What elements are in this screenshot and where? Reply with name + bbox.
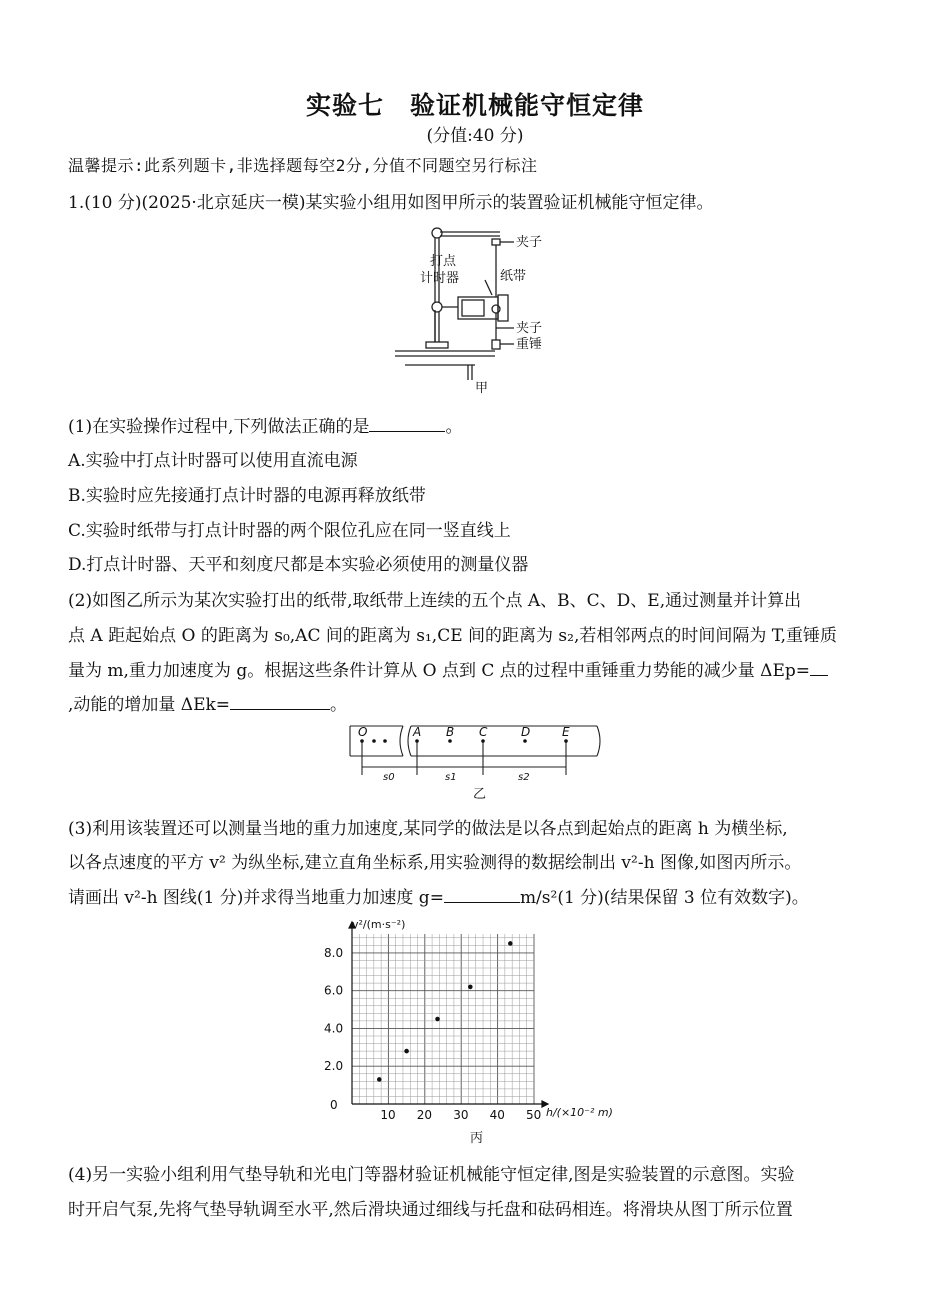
- figure-caption-yi: 乙: [473, 787, 487, 802]
- q1-4-line-1: (4)另一实验小组利用气垫导轨和光电门等器材验证机械能守恒定律,图是实验装置的示意图。实验: [68, 1165, 795, 1185]
- option-a: A.实验中打点计时器可以使用直流电源: [68, 451, 358, 471]
- point-d-label: D: [521, 725, 531, 739]
- q1-2-line-3: 量为 m,重力加速度为 g。根据这些条件计算从 O 点到 C 点的过程中重锤重力势能的减少量 ΔEp=: [68, 656, 828, 681]
- tip-text: 温馨提示:此系列题卡,非选择题每空2分,分值不同题空另行标注: [68, 156, 538, 175]
- dim-s1-label: s1: [445, 772, 457, 783]
- point-b-label: B: [446, 725, 455, 739]
- x-tick-label: 10: [380, 1108, 396, 1122]
- y-tick-label: 6.0: [324, 983, 344, 998]
- page-title: 实验七 验证机械能守恒定律: [305, 91, 644, 120]
- q1-3-line-3: 请画出 v²-h 图线(1 分)并求得当地重力加速度 g= m/s²(1 分)(结果保留 3 位有效数字)。: [68, 883, 809, 908]
- q1-2-line-1: (2)如图乙所示为某次实验打出的纸带,取纸带上连续的五个点 A、B、C、D、E,通过测量并计算出: [68, 591, 802, 611]
- data-point: [508, 941, 513, 946]
- dim-s0-label: s0: [383, 772, 395, 783]
- timer-label-2: 计时器: [420, 271, 460, 286]
- figure-caption-jia: 甲: [475, 381, 489, 396]
- y-tick-label: 8.0: [324, 945, 344, 960]
- x-tick-label: 20: [416, 1108, 433, 1122]
- q1-3-line-1: (3)利用该装置还可以测量当地的重力加速度,某同学的做法是以各点到起始点的距离 h 为横坐标,: [68, 819, 788, 839]
- q1-4-line-2: 时开启气泵,先将气垫导轨调至水平,然后滑块通过细线与托盘和砝码相连。将滑块从图丁所示位置: [68, 1200, 793, 1220]
- tape-label: 纸带: [500, 269, 527, 284]
- g-answer-blank[interactable]: [444, 884, 520, 903]
- weight-label: 重锤: [516, 337, 543, 352]
- data-point: [435, 1017, 440, 1022]
- x-tick-label: 40: [489, 1108, 505, 1122]
- q1-2-line-4: ,动能的增加量 ΔEk= 。: [68, 690, 347, 715]
- score-subtitle: (分值:40 分): [426, 126, 524, 146]
- y-tick-label: 2.0: [324, 1059, 344, 1074]
- x-axis-label: h/(×10⁻² m): [546, 1106, 613, 1119]
- point-c-label: C: [479, 725, 488, 739]
- origin-label: 0: [330, 1098, 338, 1112]
- timer-label-1: 打点: [430, 254, 457, 269]
- data-point: [468, 985, 473, 990]
- option-c: C.实验时纸带与打点计时器的两个限位孔应在同一竖直线上: [68, 521, 511, 541]
- x-tick-label: 50: [526, 1108, 542, 1122]
- question-1-intro: 1.(10 分)(2025·北京延庆一模)某实验小组用如图甲所示的装置验证机械能守恒定律。: [68, 193, 714, 213]
- paper-tape-figure: [345, 720, 605, 802]
- x-tick-label: 30: [453, 1108, 469, 1122]
- data-point: [404, 1049, 409, 1054]
- option-b: B.实验时应先接通打点计时器的电源再释放纸带: [68, 486, 426, 506]
- point-a-label: A: [413, 725, 422, 739]
- y-axis-label: v²/(m·s⁻²): [352, 918, 406, 931]
- q1-3-line-2: 以各点速度的平方 v² 为纵坐标,建立直角坐标系,用实验测得的数据绘制出 v²-h 图像,如图丙所示。: [68, 853, 802, 873]
- point-e-label: E: [562, 725, 570, 739]
- figure-caption-bing: 丙: [470, 1131, 484, 1146]
- clip-bottom-label: 夹子: [516, 321, 543, 336]
- q1-1-answer-blank[interactable]: [369, 413, 445, 432]
- v2-h-chart: [320, 912, 630, 1152]
- y-tick-label: 4.0: [324, 1021, 344, 1036]
- q1-1-stem: (1)在实验操作过程中,下列做法正确的是 。: [68, 412, 462, 437]
- apparatus-figure: [390, 220, 570, 400]
- option-d: D.打点计时器、天平和刻度尺都是本实验必须使用的测量仪器: [68, 555, 529, 575]
- clip-top-label: 夹子: [516, 235, 543, 250]
- delta-ep-blank[interactable]: [810, 657, 828, 676]
- data-point: [377, 1077, 382, 1082]
- dim-s2-label: s2: [518, 772, 530, 783]
- delta-ek-blank[interactable]: [230, 691, 330, 710]
- point-o-label: O: [358, 725, 368, 739]
- q1-2-line-2: 点 A 距起始点 O 的距离为 s₀,AC 间的距离为 s₁,CE 间的距离为 s₂,若相邻两点的时间间隔为 T,重锤质: [68, 626, 838, 646]
